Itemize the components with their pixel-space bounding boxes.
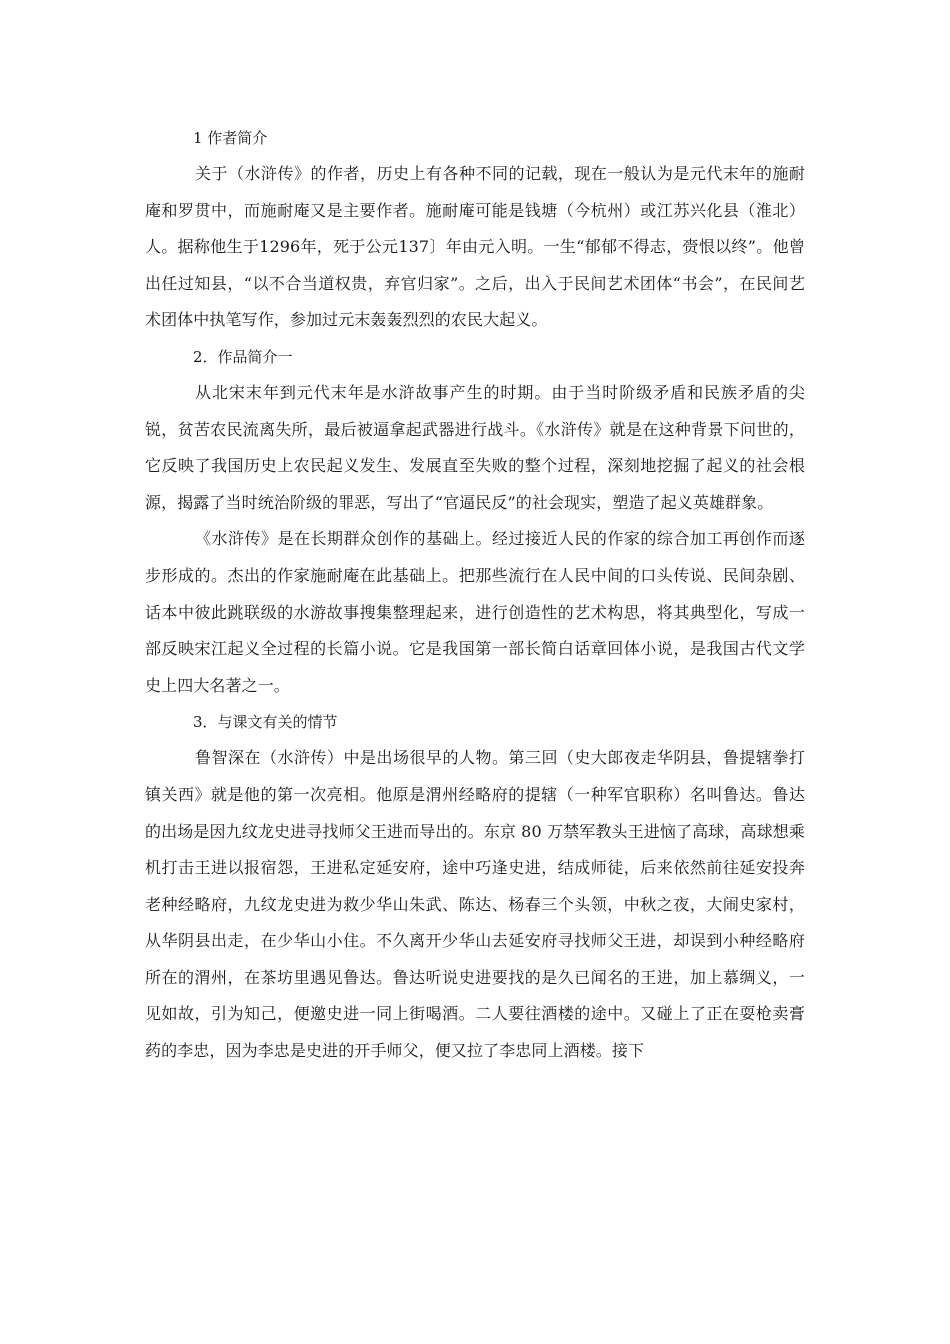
section-heading-plot: 3．与课文有关的情节 (193, 713, 338, 732)
paragraph-author-intro: 关于（水浒传》的作者，历史上有各种不同的记载，现在一般认为是元代末年的施耐庵和罗贯中，而施耐庵又是主要作者。施耐庵可能是钱塘（今杭州）或江苏兴化县（淮北）人。据称他生于1296年，死于公元137〕年由元入明。一生“郁郁不得志，赍恨以终”。他曾出任过知县，“以不合当道权贵，弃官归家”。之后，出入于民间艺术团体“书会”，在民间艺术团体中执笔写作，参加过元末轰轰烈烈的农民大起义。 (145, 164, 805, 330)
section-heading-work: 2．作品简介一 (193, 347, 293, 366)
paragraph-work-formation: 《水浒传》是在长期群众创作的基础上。经过接近人民的作家的综合加工再创作而逐步形成的。杰出的作家施耐庵在此基础上。把那些流行在人民中间的口头传说、民间杂剧、话本中彼此跳联级的水游故事搜集整理起来，进行创造性的艺术构思，将其典型化，写成一部反映宋江起义全过程的长篇小说。它是我国第一部长简白话章回体小说，是我国古代文学史上四大名著之一。 (145, 529, 805, 695)
document-body (145, 120, 805, 1070)
section-heading-author: 1 作者简介 (193, 129, 268, 147)
paragraph-plot: 鲁智深在（水浒传）中是出场很早的人物。第三回（史大郎夜走华阴县，鲁提辖拳打镇关西》就是他的第一次亮相。他原是渭州经略府的提辖（一种军官职称）名叫鲁达。鲁达的出场是因九纹龙史进寻找师父王进而导出的。东京 80 万禁军教头王进恼了高球，高球想乘机打击王进以报宿怨，王进私定延安府，途中巧逢史进，结成师徒，后来依然前往延安投奔老种经略府，九纹龙史进为救少华山朱武、陈达、杨春三个头领，中秋之夜，大闹史家村，从华阴县出走，在少华山小住。不久离开少华山去延安府寻找师父王进，却误到小种经略府所在的渭州，在茶坊里遇见鲁达。鲁达听说史进要找的是久已闻名的王进，加上慕绸义，一见如故，引为知己，便邀史进一同上街喝酒。二人要往酒楼的途中。又碰上了正在耍枪卖膏药的李忠，因为李忠是史进的开手师父，便又拉了李忠同上酒楼。接下 (145, 748, 805, 1061)
paragraph-work-background: 从北宋末年到元代末年是水浒故事产生的时期。由于当时阶级矛盾和民族矛盾的尖锐，贫苦农民流离失所，最后被逼拿起武器进行战斗。《水浒传》就是在这种背景下问世的，它反映了我国历史上农民起义发生、发展直至失败的整个过程，深刻地挖掘了起义的社会根源，揭露了当时统治阶级的罪恶，写出了“官逼民反”的社会现实，塑造了起义英雄群象。 (145, 382, 805, 512)
